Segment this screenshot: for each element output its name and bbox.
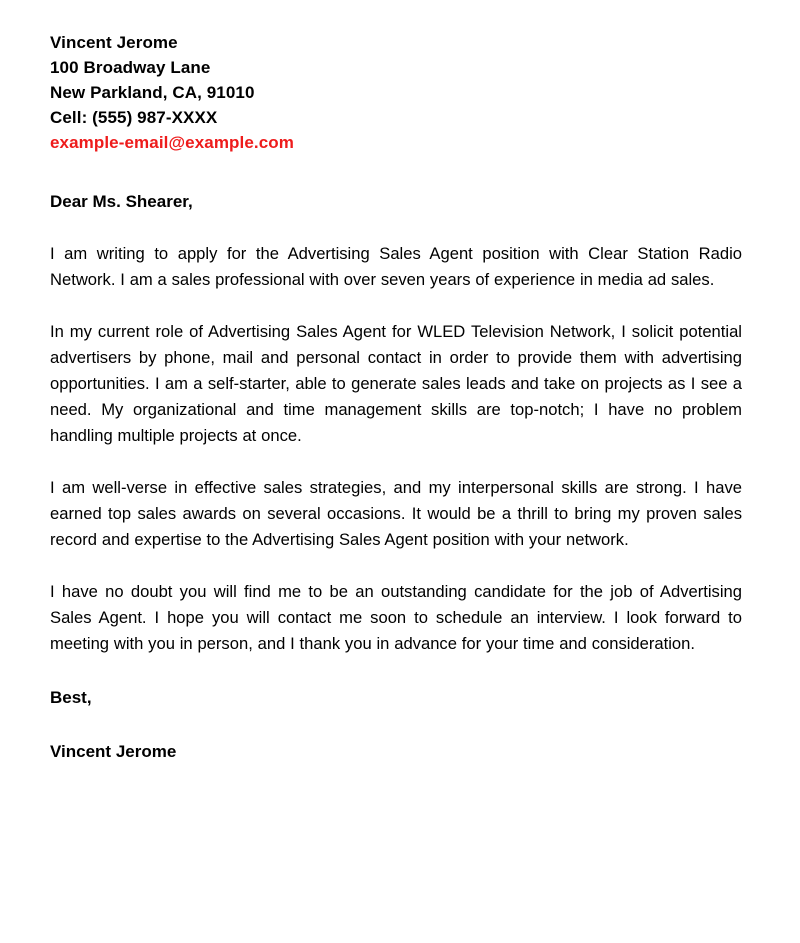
sender-email-link[interactable]: example-email@example.com xyxy=(50,133,294,152)
body-paragraph-3: I am well-verse in effective sales strategies, and my interpersonal skills are strong. I have earned top sales awards on several occasions. It would be a thrill to bring my proven sales record and expertise to the Advertising Sales Agent position with your network. xyxy=(50,478,742,549)
body-paragraph-1: I am writing to apply for the Advertising Sales Agent position with Clear Station Radio Network. I am a sales professional with over seven years of experience in media ad sales. xyxy=(50,244,742,289)
sender-address-block xyxy=(50,30,742,155)
body-paragraph-2: In my current role of Advertising Sales Agent for WLED Television Network, I solicit potential advertisers by phone, mail and personal contact in order to provide them with advertising opportunities. I am a self-starter, able to generate sales leads and take on projects as I see a need. My organizational and time management skills are top-notch; I have no problem handling multiple projects at once. xyxy=(50,322,742,445)
sender-name: Vincent Jerome xyxy=(50,33,178,52)
closing-valediction: Best, xyxy=(50,688,92,707)
cover-letter-body xyxy=(50,30,742,764)
sender-city-state-zip: New Parkland, CA, 91010 xyxy=(50,83,255,102)
sender-street-address: 100 Broadway Lane xyxy=(50,58,211,77)
body-paragraph-4: I have no doubt you will find me to be an outstanding candidate for the job of Advertising Sales Agent. I hope you will contact me soon to schedule an interview. I look forward to meeting with you in person, and I thank you in advance for your time and consideration. xyxy=(50,582,742,653)
salutation: Dear Ms. Shearer, xyxy=(50,192,193,211)
signature-name: Vincent Jerome xyxy=(50,742,177,761)
sender-phone: Cell: (555) 987-XXXX xyxy=(50,108,218,127)
